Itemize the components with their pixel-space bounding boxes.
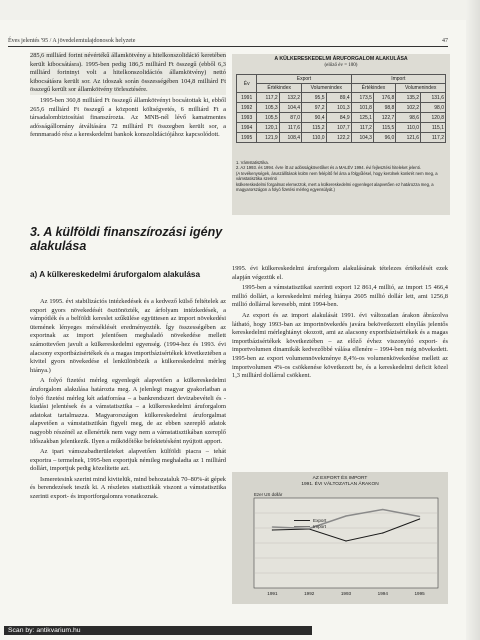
paragraph: A folyó fizetési mérleg egyenlegét alapvetően a külkereskedelmi áruforgalom alakulása határozta meg. A jelenlegi magyar gyakorlatban a folyó fizetési mérleg két adatforrása – a bankrendszeri devizabevételi és -kiadási jelentések és a vámstatisztika – a külkereskedelmi áruforgalom adatokat tartalmazza. Magyarországon külkereskedelmi áruforgalmat alapvetően a vámstatisztikán figyeli meg, de az ebben szereplő adatok nagyobb részénél az ellenérték nem vagy nem a vámstatisztikában szereplő időszakban jelentkezik. Ilyen a működőtőke befektetésként nyújtott apport. bbox=[30, 377, 226, 445]
scan-credit: Scan by: antikvarium.hu bbox=[4, 626, 312, 635]
left-column-bottom bbox=[30, 298, 226, 504]
x-tick-label: 1991 bbox=[267, 591, 278, 596]
table-cell: 115,5 bbox=[373, 123, 395, 133]
table-cell: 173,5 bbox=[351, 93, 373, 103]
table-cell: 101,3 bbox=[326, 103, 351, 113]
table-cell: 132,2 bbox=[279, 93, 301, 103]
table-cell: 97,2 bbox=[302, 103, 326, 113]
table-cell: 117,6 bbox=[279, 123, 301, 133]
header-rule bbox=[8, 46, 448, 47]
table-row bbox=[237, 93, 446, 103]
table-subheader: Volumenindex bbox=[302, 84, 352, 93]
table-notes bbox=[236, 160, 444, 192]
chart-svg bbox=[232, 472, 448, 604]
paragraph: Az ipari vámszabadterületeket alapvetően külföldi piacra – tehát exportra – termelnek, 1995-ben exportjuk némileg meghaladta az 1 milliárd dollárt, importjuk pedig közelítette azt. bbox=[30, 448, 226, 473]
table-note: 2. Az 1993. és 1994. évre ítt az adósságkövetőket és a MALÉV 1994. évi fejlesztési hiteleket jelenti. bbox=[236, 165, 421, 171]
table-cell: 90,4 bbox=[302, 113, 326, 123]
legend-item-import bbox=[294, 524, 326, 530]
data-point-export bbox=[419, 518, 420, 519]
table-cell-year: 1995 bbox=[237, 133, 257, 143]
table-cell: 108,4 bbox=[279, 133, 301, 143]
table-row bbox=[237, 113, 446, 123]
table-subheader: Értékindex bbox=[257, 84, 302, 93]
legend-label-export: Export bbox=[313, 518, 327, 523]
data-point-import bbox=[419, 516, 420, 517]
trade-table bbox=[236, 74, 446, 143]
legend-swatch-export bbox=[294, 520, 310, 521]
x-tick-label: 1994 bbox=[377, 591, 388, 596]
paragraph: 1995-ben a vámstatisztikai szerinti export 12 861,4 millió, az import 15 466,4 millió dollárt, a kereskedelmi mérleg hiánya 2605 millió dollár lett, ami 1256,8 millió dollárral kevesebb, mint 1994-ben. bbox=[232, 284, 448, 309]
paragraph: Az export és az import alakulását 1991. évi változatlan árakon ábrázolva látható, hogy 1993-ban az importnövekedés javára bekövetkezett elnyílás jelentős kereskedelmi mérleghiányt okozott, ami az alacsony exportbázisértékek és a magas importbázisértékek következtében – az előző évhez viszonyító export- és importvolumen dinamikák kedvezőbbé válása ellenére – 1994-ben még növekedett. 1995-ben az export volumennövekménye 8,4%-os volumenkövekedése mellett az importvolumen 4%-os csökkenése következett be, és a kereskedelmi deficit közel 1,3 milliárd dollárral csökkent. bbox=[232, 311, 448, 380]
table-cell: 115,1 bbox=[421, 123, 446, 133]
x-tick-label: 1992 bbox=[304, 591, 315, 596]
table-cell: 98,8 bbox=[373, 103, 395, 113]
table-subtitle: (előző év = 100) bbox=[324, 63, 358, 68]
table-subheader: Értékindex bbox=[351, 84, 396, 93]
paragraph: 285,6 milliárd forint névértékű államkötvény a hitelkonszolidáció keretében került kibocsátásra). 1995-ben pedig 186,5 milliárd Ft összegű (ebből 6,3 milliárd forintnyi volt a hitelkonszolidációs államkötvény) nettó kibocsátásra került sor. Az idoszak során összességében 104,8 milliárd Ft összegű került sor államkötvény törlesztésére. bbox=[30, 52, 226, 94]
chart-subtitle: 1991. ÉVI VÁLTOZATLAN ÁRAKON bbox=[301, 482, 379, 487]
table-cell: 98,6 bbox=[396, 113, 421, 123]
chart-title: AZ EXPORT ÉS IMPORT bbox=[312, 476, 368, 481]
table-header-export: Export bbox=[257, 75, 351, 84]
data-point-import bbox=[272, 526, 273, 527]
table-cell: 125,1 bbox=[351, 113, 373, 123]
table-cell: 117,2 bbox=[351, 123, 373, 133]
table-cell: 102,2 bbox=[396, 103, 421, 113]
table-cell: 107,7 bbox=[326, 123, 351, 133]
data-point-import bbox=[345, 515, 346, 516]
data-point-export bbox=[272, 529, 273, 530]
table-cell: 121,9 bbox=[257, 133, 279, 143]
table-cell: 105,3 bbox=[257, 103, 279, 113]
table-header-import: Import bbox=[351, 75, 445, 84]
section-title: 3. A külföldi finanszírozási igény alakulása bbox=[30, 225, 223, 253]
table-note: külkereskedelmi forgalmat elemezzük, mert a külkereskedelmi egyenleget alapvetően ez határozza meg, a magyarországon a folyó fizetési mérleg egyensúlyát.) bbox=[236, 181, 434, 193]
table-cell-year: 1994 bbox=[237, 123, 257, 133]
paragraph: Ismeretesink szerint mind kivitelük, mind behozataluk 70–80%-át gépek és berendezések teszik ki. A részletes statisztikák viszont a vámstatisztika szerinti export- és importforgalomra vonatkoznak. bbox=[30, 475, 226, 501]
table-cell: 117,2 bbox=[257, 93, 279, 103]
table-cell-year: 1991 bbox=[237, 93, 257, 103]
table-cell: 120,8 bbox=[421, 113, 446, 123]
right-column bbox=[232, 265, 448, 383]
subsection-title: a) A külkereskedelmi áruforgalom alakulása bbox=[30, 270, 201, 279]
table-header-year: Év bbox=[237, 75, 257, 93]
table-cell: 84,9 bbox=[326, 113, 351, 123]
table-cell: 101,8 bbox=[351, 103, 373, 113]
table-cell: 98,0 bbox=[421, 103, 446, 113]
page-number: 47 bbox=[442, 38, 448, 44]
table-cell: 122,2 bbox=[326, 133, 351, 143]
table-cell: 105,5 bbox=[257, 113, 279, 123]
table-cell: 104,3 bbox=[351, 133, 373, 143]
table-body bbox=[237, 93, 446, 143]
table-note: (A tevékenységek, áruszállítások külön nem felépítő fel árra a fölgyűlésel, hogy kerülnek konkrét nem meg, a vámstatisztika szerinti bbox=[236, 170, 438, 182]
table-cell: 110,0 bbox=[302, 133, 326, 143]
left-column-top bbox=[30, 52, 226, 142]
table-cell: 110,0 bbox=[396, 123, 421, 133]
table-row bbox=[237, 103, 446, 113]
paragraph: Az 1995. évi stabilizációs intézkedések és a kedvező külső feltételek az export gyors növekedését ösztönözték, az árfolyam intézkedések, a vámpótlék és a belföldi kereslet szűkülése együttesen az import növekedési ütemének lényeges mérséklését eredményezték. Így összességében az exportnak az import jelentősen meghaladó növekedése mellett számottevően javult a külkereskedelmi egyenség. (1994-hez és 1993. évi alacsony exportbázisértékek és a magas importbázisértékek következtében a kivitel gyors növekedése el lenkülönbözik a külkereskedelmi mérleg hiánya.) bbox=[30, 298, 226, 374]
table-cell: 89,4 bbox=[326, 93, 351, 103]
x-tick-label: 1995 bbox=[414, 591, 425, 596]
x-tick-label: 1993 bbox=[340, 591, 352, 596]
table-cell: 87,0 bbox=[279, 113, 301, 123]
table-cell: 120,1 bbox=[257, 123, 279, 133]
export-import-chart bbox=[232, 472, 448, 604]
table-cell: 104,4 bbox=[279, 103, 301, 113]
paragraph: 1995. évi külkereskedelmi áruforgalom alakulásának tételezes értékelését ezek alapján végeztük el. bbox=[232, 265, 448, 281]
paragraph: 1995-ben 360,8 milliárd Ft összegű államkötvényt bocsátottak ki, ebből 265,6 milliárd Ft összegű a központi költségvetés, 6 milliárd Ft a társadalombiztosítási finanszírozta. Az MNB-nél lévő kamatmentes adósságállomány átváltására 72 milliárd Ft összegben került sor, a fennmaradó rész a kereskedelmi bankok konszolidációjához kapcsolódott. bbox=[30, 96, 226, 139]
table-subheader: Volumenindex bbox=[396, 84, 446, 93]
table-note: 1. Vámstatisztika. bbox=[236, 160, 269, 165]
chart-y-label: Ezer US dollár bbox=[254, 492, 283, 497]
table-row bbox=[237, 123, 446, 133]
table-cell-year: 1993 bbox=[237, 113, 257, 123]
table-cell: 122,7 bbox=[373, 113, 395, 123]
running-header-title: Éves jelentés '95 / A jövedelemtulajdonosok helyzete bbox=[8, 38, 136, 44]
data-point-export bbox=[345, 540, 346, 541]
table-cell: 176,8 bbox=[373, 93, 395, 103]
table-cell: 117,2 bbox=[421, 133, 446, 143]
table-row bbox=[237, 133, 446, 143]
table-cell: 121,6 bbox=[396, 133, 421, 143]
data-point-export bbox=[382, 532, 383, 533]
data-point-import bbox=[382, 509, 383, 510]
legend-swatch-import bbox=[294, 526, 310, 527]
chart-legend bbox=[294, 518, 326, 530]
table-cell: 131,6 bbox=[421, 93, 446, 103]
table-cell: 96,0 bbox=[373, 133, 395, 143]
table-title: A KÜLKERESKEDELMI ÁRUFORGALOM ALAKULÁSA bbox=[274, 56, 408, 62]
trade-table-box bbox=[232, 54, 450, 215]
table-cell-year: 1992 bbox=[237, 103, 257, 113]
table-cell: 115,2 bbox=[302, 123, 326, 133]
table-cell: 95,5 bbox=[302, 93, 326, 103]
table-cell: 135,2 bbox=[396, 93, 421, 103]
legend-label-import: Import bbox=[313, 524, 327, 529]
